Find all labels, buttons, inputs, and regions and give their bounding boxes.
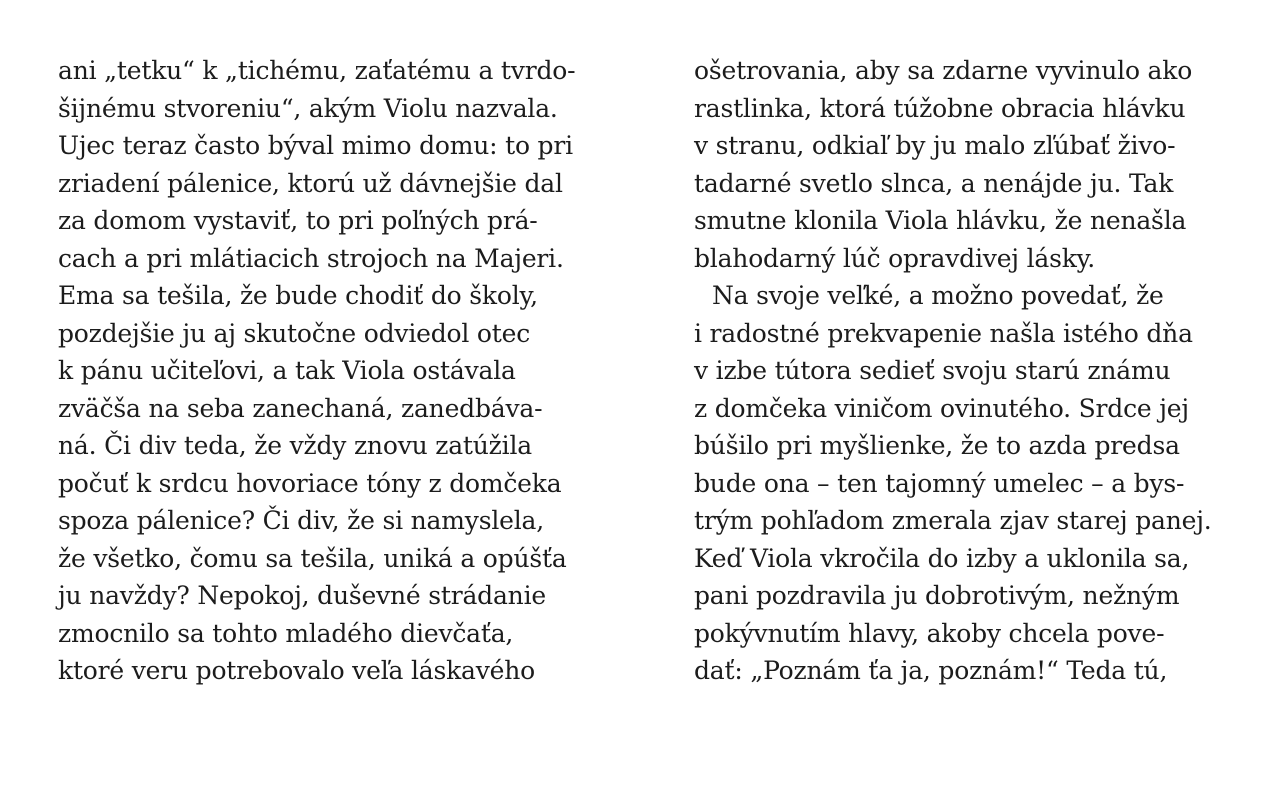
text-line: z domčeka viničom ovinutého. Srdce jej	[694, 393, 1189, 423]
right-page-column	[694, 52, 1254, 690]
text-line: spoza pálenice? Či div, že si namyslela,	[58, 506, 544, 535]
text-line: v izbe tútora sedieť svoju starú známu	[694, 356, 1171, 385]
text-line: Ema sa tešila, že bude chodiť do školy,	[58, 281, 538, 310]
text-line: že všetko, čomu sa tešila, uniká a opúšťa	[58, 543, 567, 573]
paragraph-start-line: Na svoje veľké, a možno povedať, že	[712, 281, 1164, 310]
text-line: pokývnutím hlavy, akoby chcela pove-	[694, 618, 1165, 648]
text-line: ju navždy? Nepokoj, duševné strádanie	[58, 581, 546, 610]
text-line: i radostné prekvapenie našla istého dňa	[694, 318, 1193, 348]
text-line: ani „tetku“ k „tichému, zaťatému a tvrdo-	[58, 56, 576, 85]
text-line: trým pohľadom zmerala zjav starej panej.	[694, 506, 1212, 535]
text-line: zmocnilo sa tohto mladého dievčaťa,	[58, 618, 514, 648]
text-line: ktoré veru potrebovalo veľa láskavého	[58, 656, 535, 685]
text-line: tadarné svetlo slnca, a nenájde ju. Tak	[694, 168, 1174, 198]
text-line: Ujec teraz často býval mimo domu: to pri	[58, 131, 573, 160]
text-line: smutne klonila Viola hlávku, že nenašla	[694, 206, 1187, 235]
text-line: pozdejšie ju aj skutočne odviedol otec	[58, 318, 531, 348]
text-line: cach a pri mlátiacich strojoch na Majeri.	[58, 243, 564, 273]
text-line: počuť k srdcu hovoriace tóny z domčeka	[58, 468, 562, 498]
text-line: Keď Viola vkročila do izby a uklonila sa,	[694, 543, 1190, 573]
text-line: zväčša na seba zanechaná, zanedbáva-	[58, 393, 543, 423]
text-line: ošetrovania, aby sa zdarne vyvinulo ako	[694, 56, 1193, 85]
text-line: rastlinka, ktorá túžobne obracia hlávku	[694, 93, 1186, 123]
text-line: šijnému stvoreniu“, akým Violu nazvala.	[58, 93, 558, 123]
text-line: ná. Či div teda, že vždy znovu zatúžila	[58, 431, 532, 460]
text-line: bude ona – ten tajomný umelec – a bys-	[694, 468, 1185, 498]
text-line: za domom vystaviť, to pri poľných prá-	[58, 206, 538, 235]
text-line: zriadení pálenice, ktorú už dávnejšie dal	[58, 168, 563, 198]
left-page-column	[58, 52, 618, 690]
text-line: k pánu učiteľovi, a tak Viola ostávala	[58, 356, 516, 385]
text-line: pani pozdravila ju dobrotivým, nežným	[694, 581, 1180, 610]
text-line: dať: „Poznám ťa ja, poznám!“ Teda tú,	[694, 656, 1168, 685]
text-line: v stranu, odkiaľ by ju malo zľúbať živo-	[694, 131, 1176, 160]
text-line: blahodarný lúč opravdivej lásky.	[694, 243, 1096, 273]
text-line: búšilo pri myšlienke, že to azda predsa	[694, 431, 1180, 460]
